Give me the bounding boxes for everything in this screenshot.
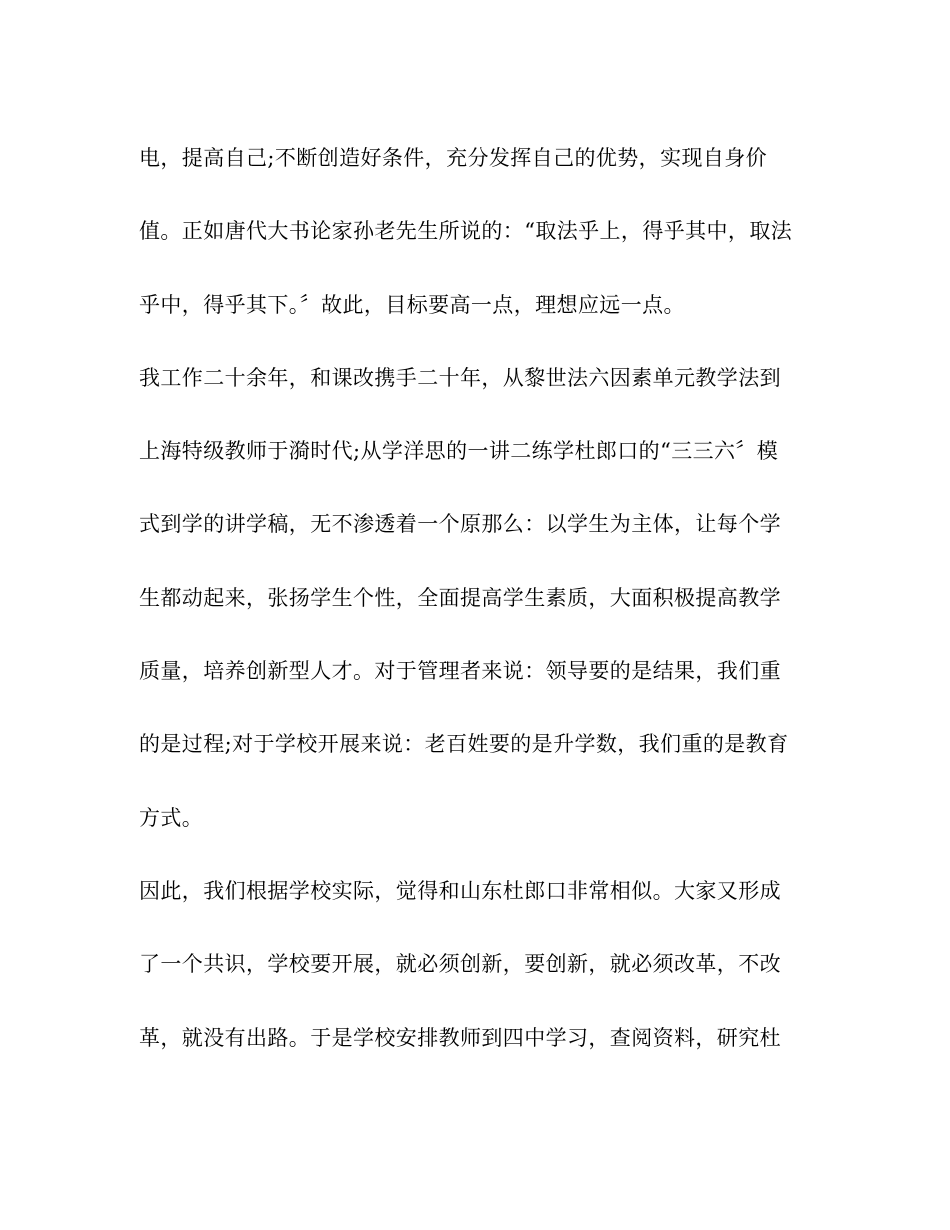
text-line: 我工作二十余年，和课改携手二十年，从黎世法六因素单元教学法到 [139,365,781,390]
text-line: 革，就没有出路。于是学校安排教师到四中学习，查阅资料，研究杜 [139,1025,781,1050]
text-line: 上海特级教师于漪时代;从学洋思的一讲二练学杜郎口的“三三六〞模 [139,439,779,464]
text-line: 值。正如唐代大书论家孙老先生所说的：“取法乎上，得乎其中，取法 [139,219,793,244]
text-line: 因此，我们根据学校实际，觉得和山东杜郎口非常相似。大家又形成 [139,878,781,903]
text-line: 电，提高自己;不断创造好条件，充分发挥自己的优势，实现自身价 [139,146,768,170]
text-line: 的是过程;对于学校开展来说：老百姓要的是升学数，我们重的是教育 [139,732,789,757]
text-line: 式到学的讲学稿，无不渗透着一个原那么：以学生为主体，让每个学 [139,512,781,537]
text-line: 乎中，得乎其下。〞故此，目标要高一点，理想应远一点。 [139,292,685,317]
text-line: 生都动起来，张扬学生个性，全面提高学生素质，大面积极提高教学 [139,585,781,610]
text-line: 了一个共识，学校要开展，就必须创新，要创新，就必须改革，不改 [139,952,781,977]
text-line: 方式。 [139,805,204,830]
text-line: 质量，培养创新型人才。对于管理者来说：领导要的是结果，我们重 [139,659,781,684]
body-text [139,133,819,1086]
